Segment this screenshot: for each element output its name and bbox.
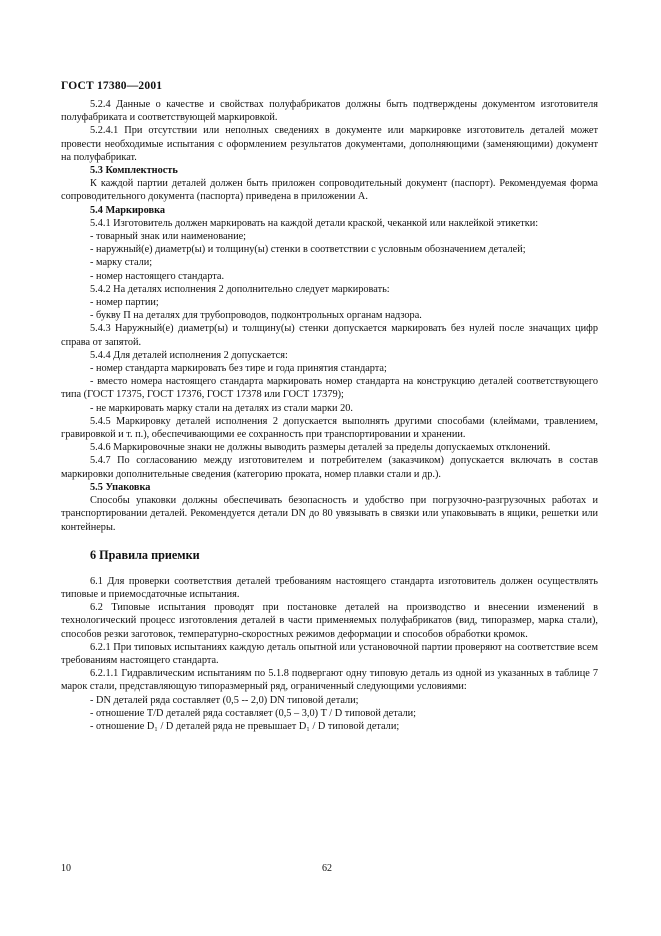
paragraph: Способы упаковки должны обеспечивать безопасность и удобство при погрузочно-разгрузочных работах и транспортировании деталей. Рекомендуется детали DN до 80 увязывать в связки или упаковывать в ящики, решетки или контейнеры. — [61, 495, 598, 533]
page-number-center: 62 — [322, 863, 332, 874]
paragraph: - номер настоящего стандарта. — [90, 270, 225, 282]
paragraph: - отношение D₁ / D деталей ряда не превышает D₁ / D типовой детали; — [90, 720, 400, 732]
paragraph: 5.2.4.1 При отсутствии или неполных сведениях в документе или маркировке изготовитель деталей может провести необходимые испытания с оформлением результатов документами, дополняющими (заменяющими) документ на полуфабрикат. — [61, 125, 598, 163]
subsection-heading: 5.4 Маркировка — [90, 204, 166, 216]
subsection-heading: 5.3 Комплектность — [90, 165, 178, 177]
paragraph: 6.2 Типовые испытания проводят при постановке деталей на производство и внесении изменений в технологический процесс изготовления деталей в части применяемых полуфабрикатов (вид, типоразмер, марка стали), способов резки заготовок, температурно-скоростных режимов деформации и способов обработки кромок. — [61, 602, 598, 640]
paragraph: 5.4.7 По согласованию между изготовителем и потребителем (заказчиком) допускается включать в состав маркировки дополнительные сведения (категорию проката, номер плавки стали и др.). — [61, 455, 598, 480]
paragraph: 5.4.2 На деталях исполнения 2 дополнительно следует маркировать: — [90, 283, 390, 295]
paragraph: - DN деталей ряда составляет (0,5 -- 2,0) DN типовой детали; — [90, 694, 359, 706]
paragraph: 5.4.1 Изготовитель должен маркировать на каждой детали краской, чеканкой или наклейкой этикетки: — [90, 217, 539, 229]
paragraph: - вместо номера настоящего стандарта маркировать номер стандарта на конструкцию деталей соответствующего типа (ГОСТ 17375, ГОСТ 17376, ГОСТ 17378 или ГОСТ 17379); — [61, 376, 598, 401]
paragraph: 5.2.4 Данные о качестве и свойствах полуфабрикатов должны быть подтверждены документом изготовителя полуфабриката и соответствующей маркировкой. — [61, 99, 598, 124]
document-body — [61, 98, 598, 733]
paragraph: 5.4.6 Маркировочные знаки не должны выводить размеры деталей за пределы допускаемых отклонений. — [90, 442, 551, 454]
paragraph: - не маркировать марку стали на деталях из стали марки 20. — [90, 402, 353, 414]
paragraph: - букву П на деталях для трубопроводов, подконтрольных органам надзора. — [90, 310, 422, 322]
page-number-left: 10 — [61, 863, 71, 874]
paragraph: - номер стандарта маркировать без тире и года принятия стандарта; — [90, 363, 387, 375]
paragraph: 5.4.4 Для деталей исполнения 2 допускается: — [90, 349, 288, 361]
paragraph: - марку стали; — [90, 257, 153, 269]
section-heading: 6 Правила приемки — [90, 547, 200, 562]
document-header: ГОСТ 17380—2001 — [61, 80, 163, 92]
paragraph: 6.2.1 При типовых испытаниях каждую деталь опытной или установочной партии проверяют на соответствие всем требованиям настоящего стандарта. — [61, 641, 598, 666]
paragraph: К каждой партии деталей должен быть приложен сопроводительный документ (паспорт). Рекомендуемая форма сопроводительного документа (паспорта) приведена в приложении А. — [61, 178, 598, 203]
subsection-heading: 5.5 Упаковка — [90, 481, 151, 493]
paragraph: 5.4.5 Маркировку деталей исполнения 2 допускается выполнять другими способами (клеймами, травлением, гравировкой и т. п.), обеспечивающими ее сохранность при транспортировании и хранении. — [61, 415, 598, 441]
paragraph: - товарный знак или наименование; — [90, 231, 247, 243]
paragraph: 6.1 Для проверки соответствия деталей требованиям настоящего стандарта изготовитель должен осуществлять типовые и приемосдаточные испытания. — [61, 575, 598, 600]
paragraph: 6.2.1.1 Гидравлическим испытаниям по 5.1.8 подвергают одну типовую деталь из одной из указанных в таблице 7 марок стали, представляющую типоразмерный ряд, ограниченный следующими условиями: — [61, 668, 598, 693]
paragraph: - отношение T/D деталей ряда составляет (0,5 – 3,0) T / D типовой детали; — [90, 707, 417, 719]
paragraph: 5.4.3 Наружный(е) диаметр(ы) и толщину(ы) стенки допускается маркировать без нулей после значащих цифр справа от запятой. — [61, 323, 598, 348]
paragraph: - номер партии; — [90, 297, 159, 309]
paragraph: - наружный(е) диаметр(ы) и толщину(ы) стенки в соответствии с условным обозначением деталей; — [90, 244, 526, 256]
